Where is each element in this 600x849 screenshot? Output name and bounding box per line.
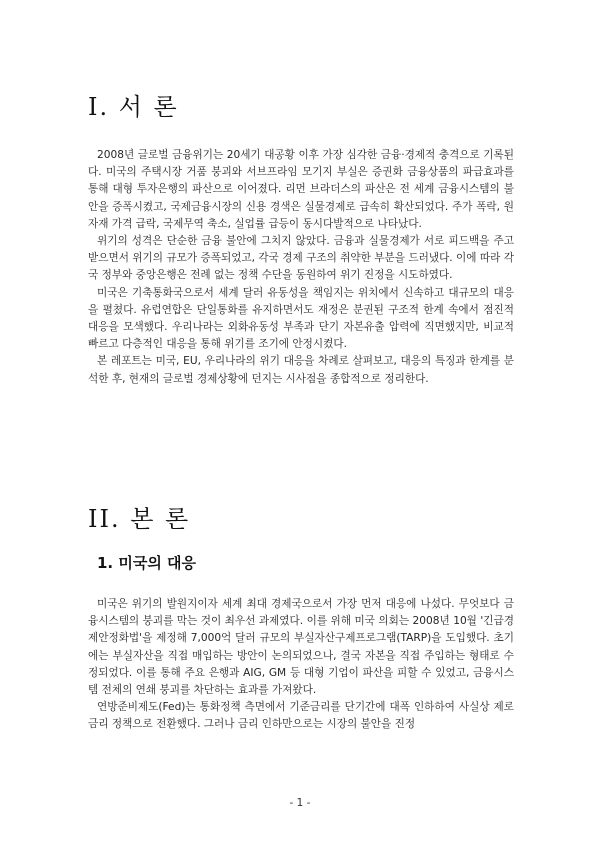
intro-paragraph-2: 위기의 성격은 단순한 금융 불안에 그치지 않았다. 금융과 실물경제가 서로 피드백을 주고받으면서 위기의 규모가 증폭되었고, 각국 경제 구조의 취약한 부분을 드러냈다. 이에 따라 각국 정부와 중앙은행은 전례 없는 정책 수단을 동원하여 위기 진정을 시도하였다. <box>88 235 514 282</box>
section-heading-introduction: I. 서 론 <box>88 93 179 121</box>
us-response-body <box>88 596 514 734</box>
subsection-heading-us-response: 1. 미국의 대응 <box>97 554 197 572</box>
intro-paragraph-3: 미국은 기축통화국으로서 세계 달러 유동성을 책임지는 위치에서 신속하고 대규모의 대응을 펼쳤다. 유럽연합은 단일통화를 유지하면서도 재정은 분권된 구조적 한계 속에서 점진적 대응을 모색했다. 우리나라는 외화유동성 부족과 단기 자본유출 압력에 직면했지만, 비교적 빠르고 다층적인 대응을 통해 위기를 조기에 안정시켰다. <box>88 286 514 351</box>
intro-paragraph-1: 2008년 글로벌 금융위기는 20세기 대공황 이후 가장 심각한 금융·경제적 충격으로 기록된다. 미국의 주택시장 거품 붕괴와 서브프라임 모기지 부실은 증권화 금융상품의 파급효과를 통해 대형 투자은행의 파산으로 이어졌다. 리먼 브라더스의 파산은 전 세계 금융시스템의 불안을 증폭시켰고, 국제금융시장의 신용 경색은 실물경제로 급속히 확산되었다. 주가 폭락, 원자재 가격 급락, 국제무역 축소, 실업률 급등이 동시다발적으로 나타났다. <box>88 149 514 230</box>
intro-paragraph-4: 본 레포트는 미국, EU, 우리나라의 위기 대응을 차례로 살펴보고, 대응의 특징과 한계를 분석한 후, 현재의 글로벌 경제상황에 던지는 시사점을 종합적으로 정리한다. <box>88 355 514 385</box>
introduction-body <box>88 147 514 388</box>
page-number: - 1 - <box>289 797 311 809</box>
section-heading-body: II. 본 론 <box>88 505 191 533</box>
us-paragraph-1: 미국은 위기의 발원지이자 세계 최대 경제국으로서 가장 먼저 대응에 나섰다. 무엇보다 금융시스템의 붕괴를 막는 것이 최우선 과제였다. 이를 위해 미국 의회는 2008년 10월 '긴급경제안정화법'을 제정해 7,000억 달러 규모의 부실자산구제프로그램(TARP)을 도입했다. 초기에는 부실자산을 직접 매입하는 방안이 논의되었으나, 결국 자본을 직접 주입하는 형태로 수정되었다. 이를 통해 주요 은행과 AIG, GM 등 대형 기업이 파산을 피할 수 있었고, 금융시스템 전체의 연쇄 붕괴를 차단하는 효과를 가져왔다. <box>88 598 514 697</box>
us-paragraph-2: 연방준비제도(Fed)는 통화정책 측면에서 기준금리를 단기간에 대폭 인하하여 사실상 제로금리 정책으로 전환했다. 그러나 금리 인하만으로는 시장의 불안을 진정 <box>88 701 514 731</box>
